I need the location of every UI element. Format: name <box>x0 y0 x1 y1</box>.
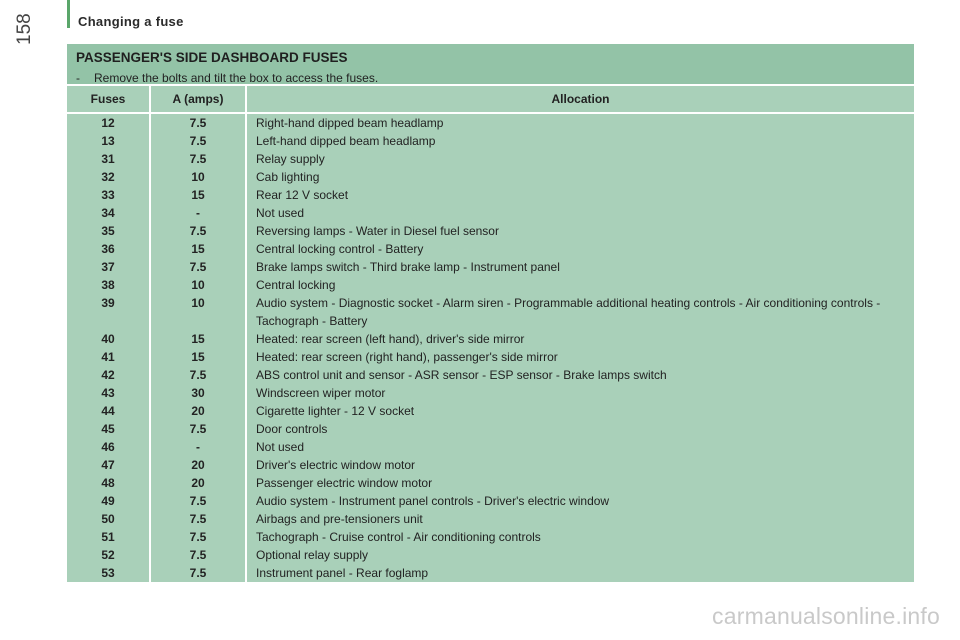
table-row <box>67 132 914 150</box>
fuse-amps: 7.5 <box>150 420 246 438</box>
instruction-dash: - <box>76 71 80 85</box>
table-row <box>67 564 914 582</box>
fuse-amps: 10 <box>150 294 246 330</box>
watermark: carmanualsonline.info <box>712 603 940 629</box>
instruction-text: Remove the bolts and tilt the box to access the fuses. <box>94 71 379 85</box>
fuse-number: 46 <box>101 440 115 454</box>
fuse-number: 50 <box>101 512 115 526</box>
table-row <box>67 474 914 492</box>
fuse-number: 45 <box>101 422 115 436</box>
instruction-line <box>76 71 905 85</box>
section-title: Changing a fuse <box>78 14 184 29</box>
fuse-amps: 30 <box>150 384 246 402</box>
fuse-allocation: Passenger electric window motor <box>246 474 914 492</box>
fuse-amps: 20 <box>150 456 246 474</box>
fuse-allocation: Central locking <box>246 276 914 294</box>
fuse-amps: 20 <box>150 474 246 492</box>
table-row <box>67 150 914 168</box>
fuse-amps: 15 <box>150 240 246 258</box>
table-row <box>67 366 914 384</box>
fuse-amps: 7.5 <box>150 258 246 276</box>
table-row <box>67 294 914 330</box>
fuse-table <box>67 84 914 582</box>
fuse-amps: 7.5 <box>150 132 246 150</box>
fuse-amps: 10 <box>150 276 246 294</box>
fuse-amps: 7.5 <box>150 222 246 240</box>
fuse-amps: 15 <box>150 330 246 348</box>
table-row <box>67 438 914 456</box>
fuse-allocation: Left-hand dipped beam headlamp <box>246 132 914 150</box>
fuse-number: 31 <box>101 152 115 166</box>
fuse-amps: 7.5 <box>150 366 246 384</box>
fuse-number: 42 <box>101 368 115 382</box>
fuse-amps: - <box>150 204 246 222</box>
fuse-number: 47 <box>101 458 115 472</box>
fuse-allocation: Driver's electric window motor <box>246 456 914 474</box>
column-header-allocation: Allocation <box>246 85 914 113</box>
fuse-amps: 7.5 <box>150 113 246 132</box>
fuse-number: 44 <box>101 404 115 418</box>
fuse-allocation: Rear 12 V socket <box>246 186 914 204</box>
table-header-row <box>67 85 914 113</box>
fuse-allocation: Heated: rear screen (left hand), driver's side mirror <box>246 330 914 348</box>
fuse-number: 33 <box>101 188 115 202</box>
fuse-number: 52 <box>101 548 115 562</box>
fuse-panel <box>67 44 914 582</box>
fuse-allocation: Cab lighting <box>246 168 914 186</box>
fuse-table-body <box>67 113 914 582</box>
fuse-amps: 7.5 <box>150 546 246 564</box>
page-number <box>14 0 36 45</box>
fuse-allocation: Relay supply <box>246 150 914 168</box>
fuse-number: 36 <box>101 242 115 256</box>
fuse-amps: 7.5 <box>150 510 246 528</box>
panel-header <box>67 44 914 84</box>
table-row <box>67 402 914 420</box>
fuse-number: 40 <box>101 332 115 346</box>
table-row <box>67 258 914 276</box>
fuse-number: 41 <box>101 350 115 364</box>
fuse-number: 37 <box>101 260 115 274</box>
fuse-allocation: Not used <box>246 204 914 222</box>
column-header-fuses: Fuses <box>67 85 150 113</box>
fuse-allocation: Reversing lamps - Water in Diesel fuel sensor <box>246 222 914 240</box>
fuse-allocation: Right-hand dipped beam headlamp <box>246 113 914 132</box>
fuse-number: 32 <box>101 170 115 184</box>
table-row <box>67 348 914 366</box>
table-row <box>67 276 914 294</box>
fuse-allocation: ABS control unit and sensor - ASR sensor - ESP sensor - Brake lamps switch <box>246 366 914 384</box>
fuse-number: 12 <box>101 116 115 130</box>
table-row <box>67 168 914 186</box>
fuse-allocation: Tachograph - Cruise control - Air conditioning controls <box>246 528 914 546</box>
fuse-amps: 7.5 <box>150 492 246 510</box>
table-row <box>67 186 914 204</box>
table-row <box>67 510 914 528</box>
fuse-allocation: Door controls <box>246 420 914 438</box>
fuse-number: 35 <box>101 224 115 238</box>
fuse-number: 49 <box>101 494 115 508</box>
table-row <box>67 492 914 510</box>
fuse-number: 38 <box>101 278 115 292</box>
fuse-allocation: Central locking control - Battery <box>246 240 914 258</box>
fuse-amps: 7.5 <box>150 150 246 168</box>
table-row <box>67 113 914 132</box>
fuse-number: 39 <box>101 296 115 310</box>
fuse-amps: 7.5 <box>150 564 246 582</box>
fuse-allocation: Audio system - Diagnostic socket - Alarm siren - Programmable additional heating controls - Air conditioning controls - Tachograph - Battery <box>246 294 914 330</box>
fuse-number: 48 <box>101 476 115 490</box>
table-row <box>67 420 914 438</box>
fuse-amps: - <box>150 438 246 456</box>
page-number-text: 158 <box>14 13 35 45</box>
fuse-allocation: Optional relay supply <box>246 546 914 564</box>
fuse-amps: 7.5 <box>150 528 246 546</box>
fuse-number: 43 <box>101 386 115 400</box>
fuse-amps: 15 <box>150 348 246 366</box>
table-row <box>67 222 914 240</box>
table-row <box>67 240 914 258</box>
fuse-amps: 20 <box>150 402 246 420</box>
fuse-number: 34 <box>101 206 115 220</box>
table-row <box>67 204 914 222</box>
fuse-allocation: Cigarette lighter - 12 V socket <box>246 402 914 420</box>
fuse-allocation: Audio system - Instrument panel controls - Driver's electric window <box>246 492 914 510</box>
fuse-allocation: Airbags and pre-tensioners unit <box>246 510 914 528</box>
fuse-allocation: Heated: rear screen (right hand), passenger's side mirror <box>246 348 914 366</box>
fuse-number: 51 <box>101 530 115 544</box>
table-row <box>67 330 914 348</box>
table-row <box>67 384 914 402</box>
table-row <box>67 528 914 546</box>
fuse-allocation: Windscreen wiper motor <box>246 384 914 402</box>
fuse-number: 13 <box>101 134 115 148</box>
fuse-allocation: Not used <box>246 438 914 456</box>
fuse-amps: 10 <box>150 168 246 186</box>
fuse-number: 53 <box>101 566 115 580</box>
table-row <box>67 546 914 564</box>
fuse-allocation: Instrument panel - Rear foglamp <box>246 564 914 582</box>
fuse-amps: 15 <box>150 186 246 204</box>
column-header-amps: A (amps) <box>150 85 246 113</box>
fuse-allocation: Brake lamps switch - Third brake lamp - Instrument panel <box>246 258 914 276</box>
table-row <box>67 456 914 474</box>
section-accent-bar <box>67 0 70 28</box>
panel-title: PASSENGER'S SIDE DASHBOARD FUSES <box>76 50 348 65</box>
